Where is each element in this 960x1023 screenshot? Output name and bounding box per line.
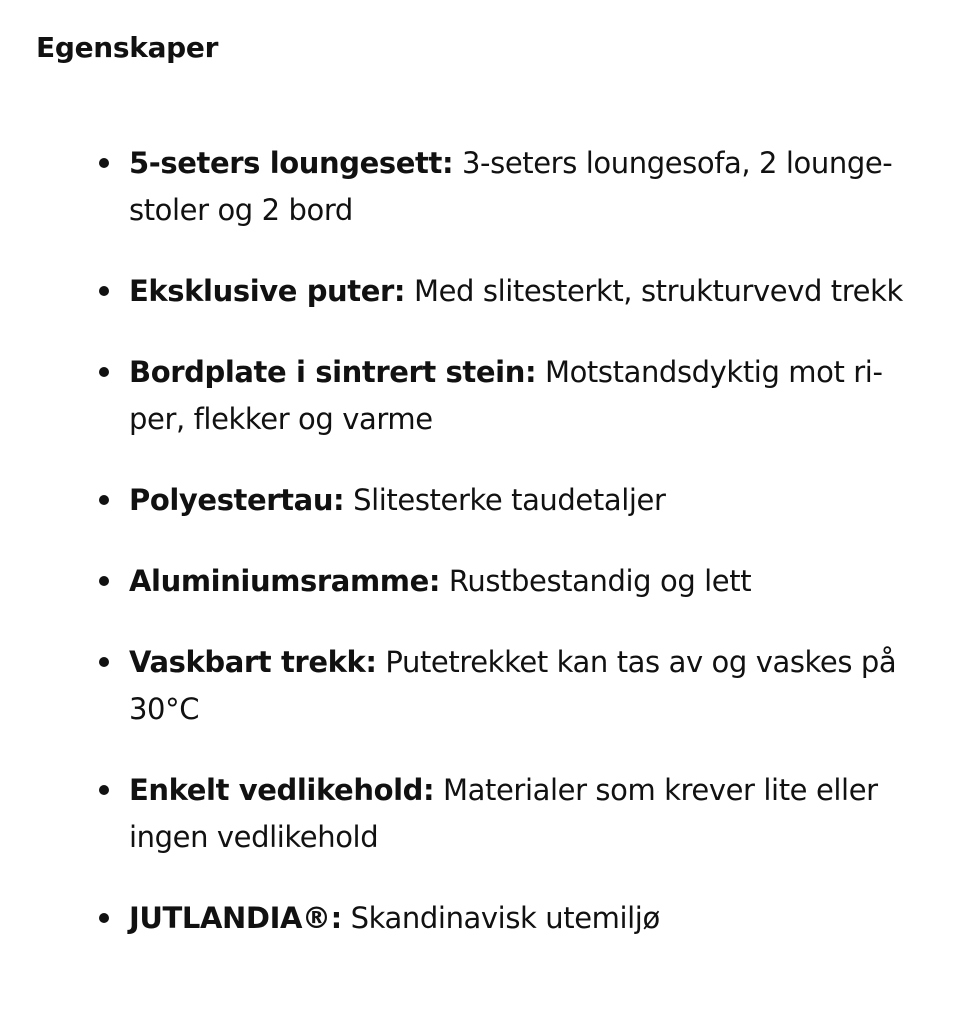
section-title: Egenskaper <box>36 31 219 64</box>
feature-description: Skandinavisk utemiljø <box>350 901 660 935</box>
feature-label: Enkelt vedlikehold: <box>129 773 435 807</box>
list-item <box>0 558 960 605</box>
bullet-icon <box>99 657 109 667</box>
feature-description: Putetrekket kan tas av og vaskes på 30°C <box>129 645 897 726</box>
feature-label: Eksklusive puter: <box>129 274 406 308</box>
bullet-icon <box>99 286 109 296</box>
feature-description: Slitesterke taudetaljer <box>353 483 666 517</box>
bullet-icon <box>99 576 109 586</box>
feature-description: 3-seters loungesofa, 2 loungestoler og 2 bord <box>129 146 893 227</box>
bullet-icon <box>99 158 109 168</box>
feature-list <box>0 140 960 976</box>
bullet-icon <box>99 495 109 505</box>
feature-label: Vaskbart trekk: <box>129 645 377 679</box>
bullet-icon <box>99 367 109 377</box>
list-item <box>0 895 960 942</box>
feature-description: Rustbestandig og lett <box>448 564 752 598</box>
list-item <box>0 349 960 443</box>
bullet-icon <box>99 785 109 795</box>
feature-description: Motstandsdyktig mot riper, flekker og varme <box>129 355 883 436</box>
list-item <box>0 140 960 234</box>
list-item <box>0 639 960 733</box>
feature-label: Aluminiumsramme: <box>129 564 441 598</box>
feature-label: JUTLANDIA®: <box>129 901 342 935</box>
feature-label: Bordplate i sintrert stein: <box>129 355 537 389</box>
feature-label: Polyestertau: <box>129 483 345 517</box>
bullet-icon <box>99 913 109 923</box>
list-item <box>0 767 960 861</box>
feature-description: Med slitesterkt, strukturvevd trekk <box>413 274 903 308</box>
feature-label: 5-seters loungesett: <box>129 146 454 180</box>
list-item <box>0 477 960 524</box>
feature-description: Materialer som krever lite eller ingen vedlikehold <box>129 773 878 854</box>
list-item <box>0 268 960 315</box>
